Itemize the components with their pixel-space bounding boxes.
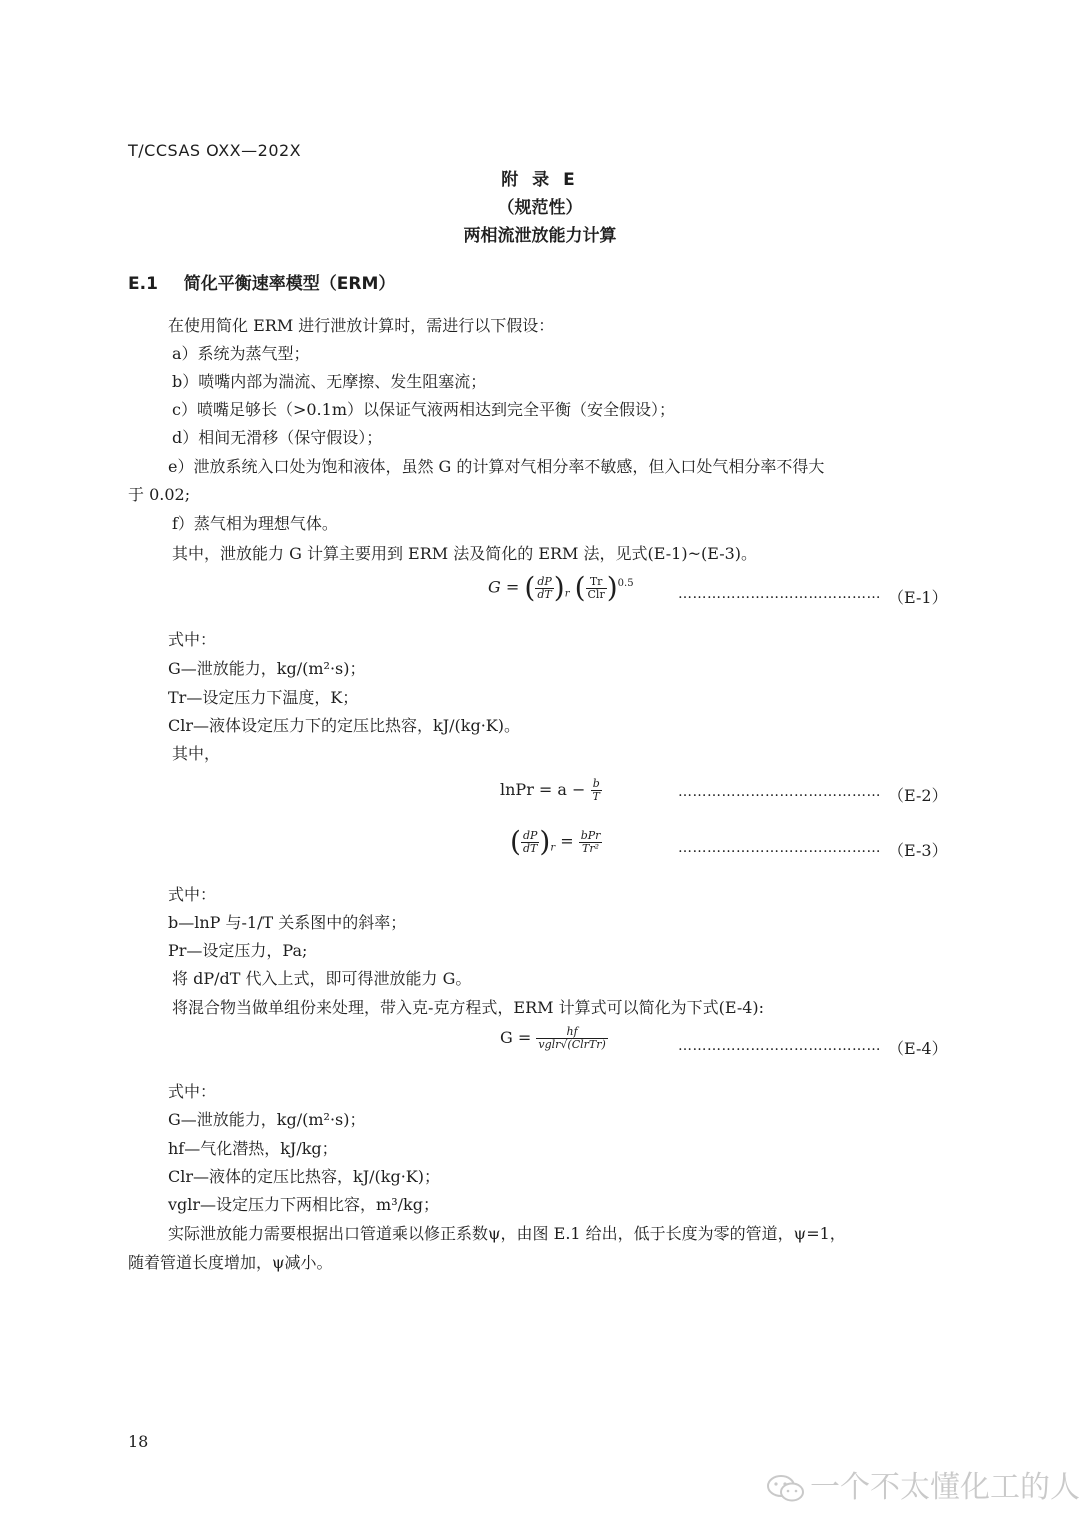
- appendix-title: 附 录 E: [501, 170, 579, 190]
- where-label-1: 式中：: [168, 630, 217, 649]
- def-tr: Tr—设定压力下温度，K；: [168, 688, 359, 707]
- equation-e4-dots: ……………………………………: [678, 1038, 881, 1054]
- substitute-text: 将 dP/dT 代入上式，即可得泄放能力 G。: [172, 969, 472, 988]
- def-g-2: G—泄放能力，kg/(m²·s)；: [168, 1110, 366, 1129]
- watermark: [766, 1462, 1080, 1506]
- assumption-b: b）喷嘴内部为湍流、无摩擦、发生阻塞流；: [172, 372, 487, 391]
- equation-e4: G = $\frac{hf}{\text{vglr√(ClrTr)}}$: [500, 1025, 606, 1051]
- equation-e1-label: （E-1）: [888, 588, 948, 607]
- equation-e3-label: （E-3）: [888, 841, 948, 860]
- section-number: E.1: [128, 274, 158, 294]
- lead-formula-text: 其中，泄放能力 G 计算主要用到 ERM 法及简化的 ERM 法，见式(E-1)~(E-3)。: [172, 544, 758, 563]
- where-label-3: 式中：: [168, 1082, 217, 1101]
- def-clr-2: Clr—液体的定压比热容，kJ/(kg·K)；: [168, 1167, 440, 1186]
- closing-line-2: 随着管道长度增加，ψ减小。: [128, 1253, 333, 1272]
- where-label-2: 式中：: [168, 885, 217, 904]
- assumption-e: e）泄放系统入口处为饱和液体，虽然 G 的计算对气相分率不敏感，但入口处气相分率不得大: [168, 457, 825, 476]
- standard-id: T/CCSAS OXX—202X: [128, 141, 302, 160]
- assumption-c: c）喷嘴足够长（>0.1m）以保证气液两相达到完全平衡（安全假设）；: [172, 400, 675, 419]
- assumption-a: a）系统为蒸气型；: [172, 344, 310, 363]
- equation-e2-label: （E-2）: [888, 786, 948, 805]
- equation-e3-dots: ……………………………………: [678, 840, 881, 856]
- equation-e2-dots: ……………………………………: [678, 784, 881, 800]
- section-title: 简化平衡速率模型（ERM）: [183, 274, 396, 294]
- def-g: G—泄放能力，kg/(m²·s)；: [168, 659, 366, 678]
- def-pr: Pr—设定压力，Pa;: [168, 941, 308, 960]
- intro-text: 在使用简化 ERM 进行泄放计算时，需进行以下假设：: [168, 316, 555, 335]
- section-heading: [128, 269, 395, 294]
- assumption-e-cont: 于 0.02;: [128, 485, 191, 504]
- def-b: b—lnP 与-1/T 关系图中的斜率；: [168, 913, 407, 932]
- equation-e3: ( $\frac{dP}{dT}$ )$_r$ = $\frac{\text{bPr}}{\text{Tr²}}$: [510, 825, 601, 858]
- also-text: 其中，: [172, 744, 221, 763]
- watermark-text: 一个不太懂化工的人: [810, 1470, 1080, 1505]
- def-hf: hf—气化潜热，kJ/kg；: [168, 1139, 338, 1158]
- mixture-text: 将混合物当做单组份来处理，带入克-克方程式，ERM 计算式可以简化为下式(E-4):: [172, 998, 765, 1017]
- appendix-subtitle: 两相流泄放能力计算: [463, 226, 617, 246]
- equation-e1-dots: ……………………………………: [678, 586, 881, 602]
- wechat-icon: [766, 1473, 806, 1505]
- equation-e2: lnPr = a − $\frac{b}{T}$: [500, 777, 600, 803]
- equation-e4-label: （E-4）: [888, 1039, 948, 1058]
- appendix-type: （规范性）: [497, 198, 583, 218]
- assumption-f: f）蒸气相为理想气体。: [172, 514, 338, 533]
- equation-e1: G = ( $\frac{dP}{dT}$ )$_r$ ( $\frac{Tr}{\text{Clr}}$ )$^{0.5}$: [488, 571, 634, 604]
- def-vglr: vglr—设定压力下两相比容，m³/kg；: [168, 1195, 439, 1214]
- closing-line-1: 实际泄放能力需要根据出口管道乘以修正系数ψ，由图 E.1 给出，低于长度为零的管道，ψ=1，: [168, 1224, 846, 1243]
- assumption-d: d）相间无滑移（保守假设）；: [172, 428, 383, 447]
- def-clr: Clr—液体设定压力下的定压比热容，kJ/(kg·K)。: [168, 716, 520, 735]
- page-number: 18: [128, 1432, 149, 1451]
